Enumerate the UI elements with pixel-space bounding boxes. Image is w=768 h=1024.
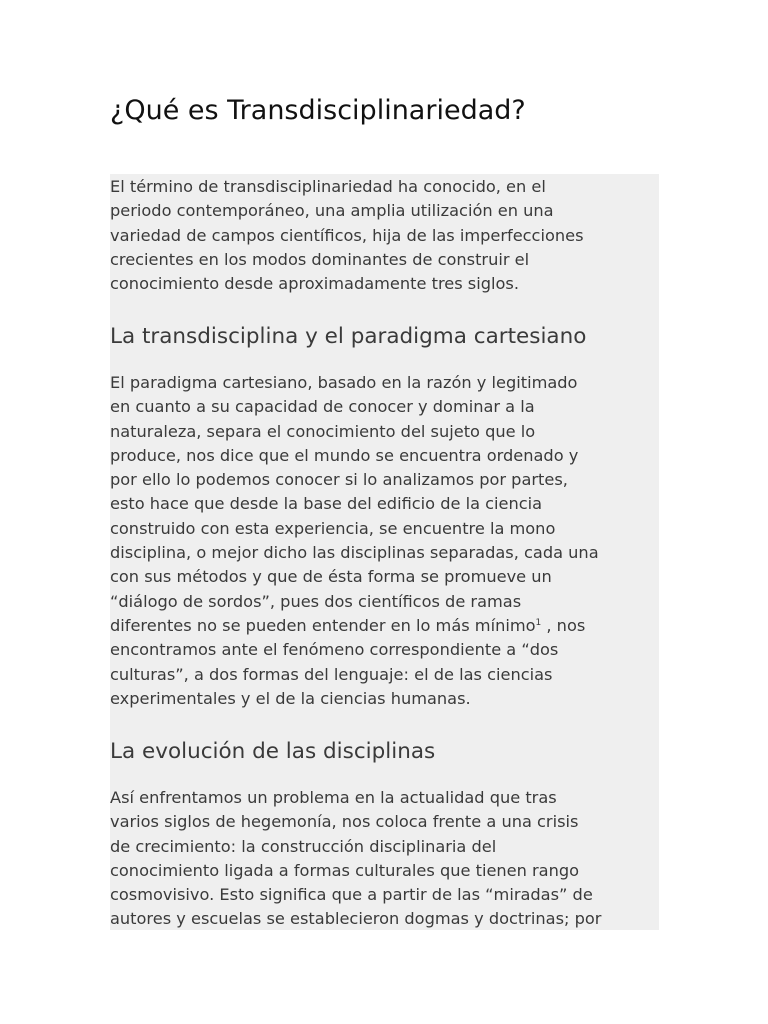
text-line: produce, nos dice que el mundo se encuentra ordenado y (110, 445, 579, 465)
document-content (110, 174, 659, 930)
text-line: Así enfrentamos un problema en la actualidad que tras (110, 788, 557, 807)
text-line: construido con esta experiencia, se encuentre la mono (110, 518, 556, 538)
footnote-marker[interactable]: 1 (535, 617, 542, 628)
text-line: periodo contemporáneo, una amplia utilización en una (110, 201, 554, 221)
text-line: conocimiento ligada a formas culturales que tienen rango (110, 860, 580, 880)
text-line: con sus métodos y que de ésta forma se promueve un (110, 567, 552, 587)
cartesian-paragraph (110, 371, 599, 711)
text-line: disciplina, o mejor dicho las disciplinas separadas, cada una (110, 543, 599, 563)
text-line-with-footnote (110, 614, 599, 638)
text-segment: diferentes no se pueden entender en lo más mínimo (110, 615, 536, 635)
section-heading-cartesian: La transdisciplina y el paradigma cartesiano (110, 324, 587, 349)
text-line: autores y escuelas se establecieron dogmas y doctrinas; por (110, 909, 602, 929)
text-line: por ello lo podemos conocer si lo analizamos por partes, (110, 470, 568, 490)
intro-paragraph (110, 175, 584, 296)
text-line: en cuanto a su capacidad de conocer y dominar a la (110, 397, 535, 417)
text-line: culturas”, a dos formas del lenguaje: el de las ciencias (110, 664, 553, 684)
document-title: ¿Qué es Transdisciplinariedad? (110, 95, 526, 126)
text-line: cosmovisivo. Esto significa que a partir de las “miradas” de (110, 885, 593, 905)
text-line: encontramos ante el fenómeno correspondiente a “dos (110, 640, 559, 660)
evolution-paragraph (110, 786, 601, 930)
section-heading-evolution: La evolución de las disciplinas (110, 739, 436, 764)
text-line: El término de transdisciplinariedad ha conocido, en el (110, 177, 546, 196)
text-line: variedad de campos científicos, hija de las imperfecciones (110, 225, 584, 245)
text-line: conocimiento desde aproximadamente tres siglos. (110, 274, 519, 294)
text-line: “diálogo de sordos”, pues dos científicos de ramas (110, 591, 522, 611)
text-line: El paradigma cartesiano, basado en la razón y legitimado (110, 373, 578, 392)
text-line: de crecimiento: la construcción disciplinaria del (110, 836, 497, 856)
text-line: varios siglos de hegemonía, nos coloca frente a una crisis (110, 812, 579, 832)
text-line: crecientes en los modos dominantes de construir el (110, 249, 530, 269)
text-segment: , nos (541, 615, 586, 635)
text-line: naturaleza, separa el conocimiento del sujeto que lo (110, 421, 536, 441)
text-line: experimentales y el de la ciencias humanas. (110, 688, 471, 708)
text-line: esto hace que desde la base del edificio de la ciencia (110, 494, 543, 514)
